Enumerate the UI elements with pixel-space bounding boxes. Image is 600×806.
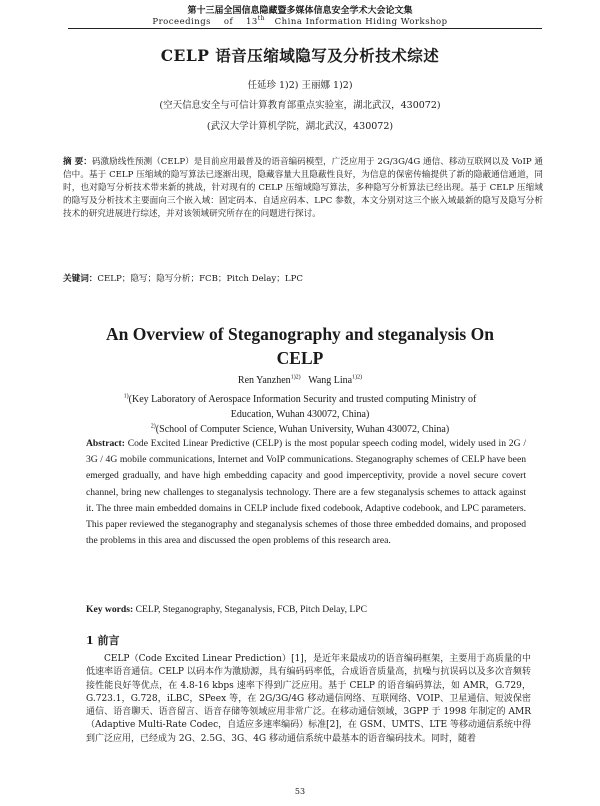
keywords-en-text: CELP, Steganography, Steganalysis, FCB, Pitch Delay, LPC xyxy=(135,604,367,615)
authors-cn: 任延珍 1)2) 王丽娜 1)2) xyxy=(247,80,353,91)
abstract-cn xyxy=(63,156,543,221)
abstract-en-text: Code Excited Linear Predictive (CELP) is the most popular speech coding model, widely used in 2G / 3G / 4G mobile communications, Internet and VoIP communications. Steganography schemes of CELP have been emerged gradually, and have high embedding capacity and good imperceptivity, provide a novel secure covert channel, bring new challenges to steganalysis technology. There are a few steganalysis schemes to attack against it. The three main embedded domains in CELP include fixed codebook, Adaptive codebook, and LPC parameters. This paper reviewed the steganography and steganalysis schemes of those three embedded domains, and proposed the problems in this area and discussed the open problems of this research area. xyxy=(86,438,526,547)
paper-title-en-line2: CELP xyxy=(276,348,324,368)
page-number: 53 xyxy=(294,787,306,796)
keywords-cn xyxy=(63,273,543,286)
affiliation-en-1 xyxy=(0,392,600,422)
affiliation-en-2-marker: 2) xyxy=(150,423,156,430)
abstract-cn-label: 摘 要： xyxy=(63,157,92,167)
body-paragraph-1: CELP（Code Excited Linear Prediction）[1]，是近年来最成功的语音编码框架，主要用于高质量的中低速率语音通信。CELP 以码本作为激励源，具有编码码率低，合成语音质量高，抗噪与抗误码以及多次音频转接性能良好等优点，在 4.8-16 kbps 速率下得到广泛应用。基于 CELP 的语音编码算法，如 AMR，G.729，G.723.1，G.728，iLBC，SPeex 等，在 2G/3G/4G 移动通信网络、互联网络、VOIP、卫星通信、短波保密通信、语音聊天、语音留言、语音存储等领域应用非常广泛。在移动通信领域，3GPP 于 1998 年制定的 AMR（Adaptive Multi-Rate Codec，自适应多速率编码）标准[2]，在 GSM、UMTS、LTE 等移动通信系统中得到广泛应用，已经成为 2G、2.5G、3G、4G 移动通信系统中最基本的语音编码技术。同时，随着 xyxy=(86,654,531,744)
header-rule xyxy=(68,28,542,29)
author-2: Wang Lina xyxy=(308,375,353,386)
paper-title-en xyxy=(0,322,600,370)
keywords-en-label: Key words: xyxy=(86,604,134,615)
affiliation-en-1-marker: 1) xyxy=(123,393,129,400)
affiliation-en-1-line1: (Key Laboratory of Aerospace Information Security and trusted computing Ministry of xyxy=(128,394,477,405)
paper-title-cn: CELP 语音压缩域隐写及分析技术综述 xyxy=(160,46,440,65)
keywords-cn-label: 关键词： xyxy=(63,274,98,284)
affiliation-en-1-line2: Education, Wuhan 430072, China) xyxy=(230,409,370,420)
abstract-cn-text: 码激励线性预测（CELP）是目前应用最普及的语音编码模型，广泛应用于 2G/3G/4G 通信、移动互联网以及 VoIP 通信中。基于 CELP 压缩域的隐写算法已逐渐出现，隐藏容量大且隐蔽性良好，为信息的保密传输提供了新的隐蔽通信通道，同时，也对隐写分析技术带来新的挑战，针对现有的 CELP 压缩域隐写算法，多种隐写分析算法已经出现。基于 CELP 压缩域的隐写及分析技术主要面向三个嵌入域：固定码本、自适应码本、LPC 参数，本文分别对这三个嵌入域最新的隐写及隐写分析技术的研究进展进行综述，并对该领域研究所存在的问题进行探讨。 xyxy=(63,157,543,219)
paper-title-en-line1: An Overview of Steganography and steganalysis On xyxy=(106,324,494,344)
keywords-en xyxy=(86,604,526,615)
affiliation-cn-2: (武汉大学计算机学院，湖北武汉，430072) xyxy=(206,121,394,132)
proceedings-of: of xyxy=(223,17,234,27)
proceedings-number-suffix: th xyxy=(257,15,266,23)
proceedings-word: Proceedings xyxy=(152,17,212,27)
abstract-en-label: Abstract: xyxy=(86,438,125,449)
proceedings-number: 13 xyxy=(245,17,258,27)
proceedings-header xyxy=(0,6,600,28)
author-1: Ren Yanzhen xyxy=(237,375,291,386)
proceedings-title-cn: 第十三届全国信息隐藏暨多媒体信息安全学术大会论文集 xyxy=(187,6,413,16)
section-1-heading: 1 前言 xyxy=(86,634,120,647)
proceedings-title-en xyxy=(0,17,600,28)
affiliation-cn-1: (空天信息安全与可信计算教育部重点实验室，湖北武汉，430072) xyxy=(159,100,441,111)
author-1-affil: 1)2) xyxy=(290,374,301,381)
proceedings-workshop: China Information Hiding Workshop xyxy=(274,17,448,27)
abstract-en xyxy=(86,436,526,549)
authors-en xyxy=(0,375,600,387)
author-2-affil: 1)2) xyxy=(352,374,363,381)
affiliation-en-2 xyxy=(0,424,600,436)
keywords-cn-text: CELP；隐写；隐写分析；FCB；Pitch Delay；LPC xyxy=(97,274,303,284)
affiliation-en-2-text: (School of Computer Science, Wuhan University, Wuhan 430072, China) xyxy=(155,424,450,435)
